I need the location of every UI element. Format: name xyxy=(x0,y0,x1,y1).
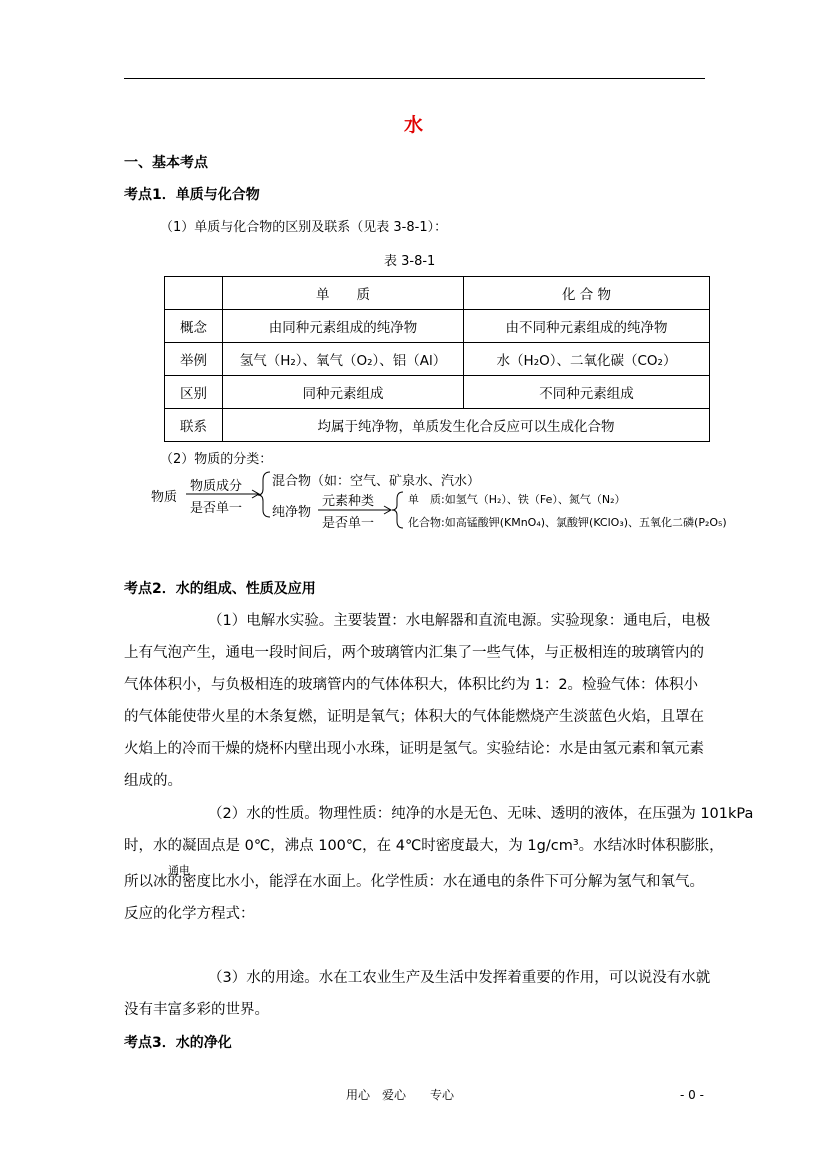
table-header-cell: 化 合 物 xyxy=(464,277,710,310)
para2-line: （2）水的性质。物理性质：纯净的水是无色、无味、透明的液体，在压强为 101kPa xyxy=(208,806,754,822)
footer-slogan: 用心 爱心 专心 xyxy=(346,1088,455,1102)
table-header-cell: 单 质 xyxy=(223,277,464,310)
overlay-text: 通电 xyxy=(168,864,190,877)
arrow2-top-label: 元素种类 xyxy=(322,494,375,509)
point1-intro: （1）单质与化合物的区别及联系（见表 3-8-1）： xyxy=(160,220,448,235)
row-label: 区别 xyxy=(165,376,223,409)
para2-line: 反应的化学方程式： xyxy=(124,906,255,922)
brace-left xyxy=(392,492,403,528)
para1-line: 上有气泡产生，通电一段时间后，两个玻璃管内汇集了一些气体，与正极相连的玻璃管内的 xyxy=(124,645,704,661)
row-label: 联系 xyxy=(165,409,223,442)
compound-label: 化合物:如高锰酸钾(KMnO₄)、氯酸钾(KClO₃)、五氧化二磷(P₂O₅) xyxy=(408,516,727,529)
pure-label: 纯净物 xyxy=(272,505,312,520)
para1-line: （1）电解水实验。主要装置：水电解器和直流电源。实验现象：通电后，电极 xyxy=(208,613,711,629)
mixture-label: 混合物（如：空气、矿泉水、汽水） xyxy=(272,474,481,489)
para1-line: 气体体积小，与负极相连的玻璃管内的气体体积大，体积比约为 1：2。检验气体：体积小 xyxy=(124,677,699,693)
classification-intro: （2）物质的分类： xyxy=(160,452,273,467)
page-title: 水 xyxy=(403,114,423,136)
section-heading: 一、基本考点 xyxy=(124,155,208,171)
table-caption: 表 3-8-1 xyxy=(384,254,436,269)
para2-line: 所以冰的密度比水小，能浮在水面上。化学性质：水在通电的条件下可分解为氢气和氧气。 xyxy=(124,874,704,890)
point3-heading: 考点3．水的净化 xyxy=(124,1035,232,1051)
row-label: 概念 xyxy=(165,310,223,343)
table-cell: 均属于纯净物，单质发生化合反应可以生成化合物 xyxy=(223,409,710,442)
para1-line: 火焰上的冷而干燥的烧杯内壁出现小水珠，证明是氢气。实验结论：水是由氢元素和氧元素 xyxy=(124,741,704,757)
diagram-root: 物质 xyxy=(151,490,178,505)
table-cell: 氢气（H₂）、氧气（O₂）、铝（Al） xyxy=(223,343,464,376)
table-cell: 不同种元素组成 xyxy=(464,376,710,409)
arrow1-bottom-label: 是否单一 xyxy=(190,501,243,516)
element-label: 单 质:如氢气（H₂）、铁（Fe）、氮气（N₂） xyxy=(408,493,626,506)
row-label: 举例 xyxy=(165,343,223,376)
table-cell: 水（H₂O）、二氧化碳（CO₂） xyxy=(464,343,710,376)
brace-left xyxy=(258,472,270,517)
para1-line: 的气体能使带火星的木条复燃，证明是氧气；体积大的气体能燃烧产生淡蓝色火焰，且罩在 xyxy=(124,709,704,725)
table-cell: 由不同种元素组成的纯净物 xyxy=(464,310,710,343)
point2-heading: 考点2．水的组成、性质及应用 xyxy=(124,581,316,597)
table-cell: 同种元素组成 xyxy=(223,376,464,409)
para2-line: 时，水的凝固点是 0℃，沸点 100℃，在 4℃时密度最大，为 1g/cm³。水结冰时体积膨胀， xyxy=(124,838,724,854)
arrow2-bottom-label: 是否单一 xyxy=(322,516,375,531)
para3-line: 没有丰富多彩的世界。 xyxy=(124,1002,269,1018)
para1-line: 组成的。 xyxy=(124,773,182,789)
table-cell: 由同种元素组成的纯净物 xyxy=(223,310,464,343)
arrow1-top-label: 物质成分 xyxy=(190,479,243,494)
point1-heading: 考点1．单质与化合物 xyxy=(124,187,260,203)
para3-line: （3）水的用途。水在工农业生产及生活中发挥着重要的作用，可以说没有水就 xyxy=(208,970,711,986)
page-number: - 0 - xyxy=(680,1088,704,1102)
